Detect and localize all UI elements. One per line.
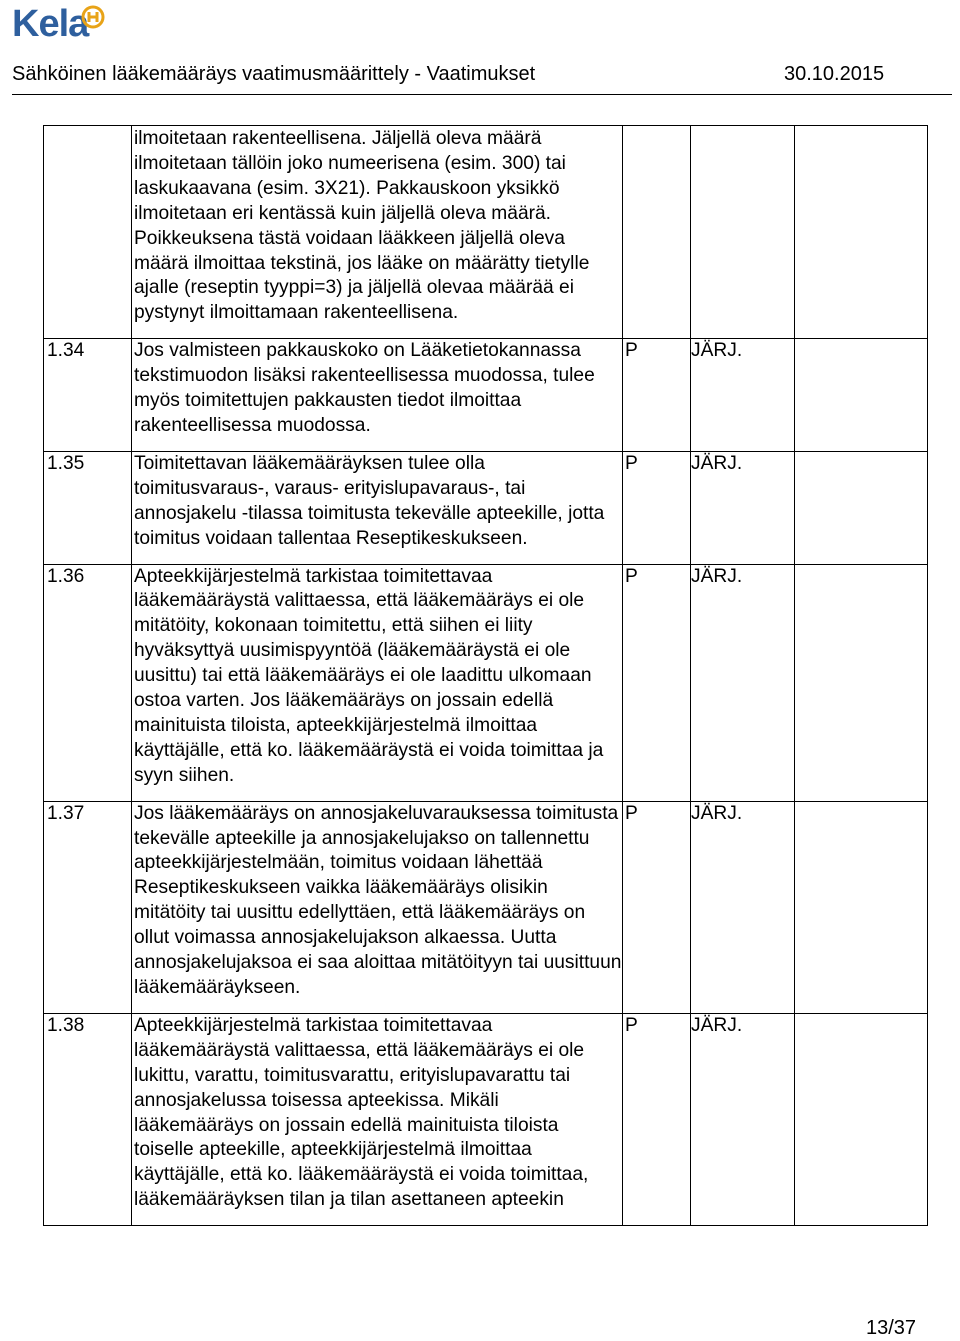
requirement-extra [795, 1013, 928, 1225]
requirement-extra [795, 564, 928, 801]
requirement-id: 1.36 [44, 564, 132, 801]
requirement-level [691, 126, 795, 339]
requirement-priority: P [623, 339, 691, 452]
requirement-text: Jos valmisteen pakkauskoko on Lääketietokannassa tekstimuodon lisäksi rakenteellisessa muodossa, tulee myös toimitettujen pakkausten tiedot ilmoittaa rakenteellisessa muodossa. [132, 339, 623, 452]
requirement-level: JÄRJ. [691, 451, 795, 564]
requirement-extra [795, 451, 928, 564]
requirement-id [44, 126, 132, 339]
requirement-id: 1.37 [44, 801, 132, 1013]
requirement-level: JÄRJ. [691, 339, 795, 452]
requirement-priority: P [623, 1013, 691, 1225]
document-date: 30.10.2015 [784, 63, 885, 85]
table-row [44, 1013, 928, 1225]
requirement-priority [623, 126, 691, 339]
requirement-level: JÄRJ. [691, 1013, 795, 1225]
requirement-id: 1.35 [44, 451, 132, 564]
requirements-table [43, 125, 928, 1226]
table-row [44, 451, 928, 564]
logo-badge-icon [80, 4, 106, 30]
page-number: 13/37 [866, 1317, 917, 1339]
requirement-extra [795, 339, 928, 452]
document-title: Sähköinen lääkemääräys vaatimusmäärittely - Vaatimukset [12, 63, 536, 85]
kela-logo [12, 2, 112, 50]
table-row [44, 339, 928, 452]
requirement-text: Toimitettavan lääkemääräyksen tulee olla toimitusvaraus-, varaus- erityislupavaraus-, tai annosjakelu -tilassa toimitusta tekevälle apteekille, jotta toimitus voidaan tallentaa Reseptikeskukseen. [132, 451, 623, 564]
requirement-text: Apteekkijärjestelmä tarkistaa toimitettavaa lääkemääräystä valittaessa, että lääkemääräys ei ole lukittu, varattu, toimitusvarattu, erityislupavarattu tai annosjakelussa toisessa apteekissa. Mikäli lääkemääräys on jossain edellä mainituista tiloista toiselle apteekille, apteekkijärjestelmä ilmoittaa käyttäjälle, että ko. lääkemääräystä ei voida toimittaa, lääkemääräyksen tilan ja tilan asettaneen apteekin [132, 1013, 623, 1225]
requirement-id: 1.38 [44, 1013, 132, 1225]
requirement-extra [795, 801, 928, 1013]
table-row [44, 564, 928, 801]
requirement-priority: P [623, 564, 691, 801]
requirement-text: Jos lääkemääräys on annosjakeluvarauksessa toimitusta tekevälle apteekille ja annosjakelujakso on tallennettu apteekkijärjestelmään, toimitus voidaan lähettää Reseptikeskukseen vaikka lääkemääräys olisikin mitätöity tai uusittu edellyttäen, että lääkemääräys on ollut voimassa annosjakelujakson alkaessa. Uutta annosjakelujaksoa ei saa aloittaa mitätöityyn tai uusittuun lääkemääräykseen. [132, 801, 623, 1013]
requirement-priority: P [623, 451, 691, 564]
table-row [44, 801, 928, 1013]
requirement-id: 1.34 [44, 339, 132, 452]
requirement-extra [795, 126, 928, 339]
requirement-text: Apteekkijärjestelmä tarkistaa toimitettavaa lääkemääräystä valittaessa, että lääkemääräys ei ole mitätöity, kokonaan toimitettu, että siihen ei liity hyväksyttyä uusimispyyntöä (lääkemääräystä ei ole uusittu) tai että lääkemääräys ei ole laadittu ulkomaan ostoa varten. Jos lääkemääräys on jossain edellä mainituista tiloista, apteekkijärjestelmä ilmoittaa käyttäjälle, että ko. lääkemääräystä ei voida toimittaa ja syyn siihen. [132, 564, 623, 801]
requirement-level: JÄRJ. [691, 801, 795, 1013]
table-row [44, 126, 928, 339]
requirement-text: ilmoitetaan rakenteellisena. Jäljellä oleva määrä ilmoitetaan tällöin joko numeerisena (esim. 300) tai laskukaavana (esim. 3X21). Pakkauskoon yksikkö ilmoitetaan eri kentässä kuin jäljellä oleva määrä. Poikkeuksena tästä voidaan lääkkeen jäljellä oleva määrä ilmoittaa tekstinä, jos lääke on määrätty tietylle ajalle (reseptin tyyppi=3) ja jäljellä olevaa määrää ei pystynyt ilmoittamaan rakenteellisena. [132, 126, 623, 339]
requirement-level: JÄRJ. [691, 564, 795, 801]
header-divider [12, 94, 952, 95]
requirement-priority: P [623, 801, 691, 1013]
logo-text: Kela [12, 3, 89, 45]
